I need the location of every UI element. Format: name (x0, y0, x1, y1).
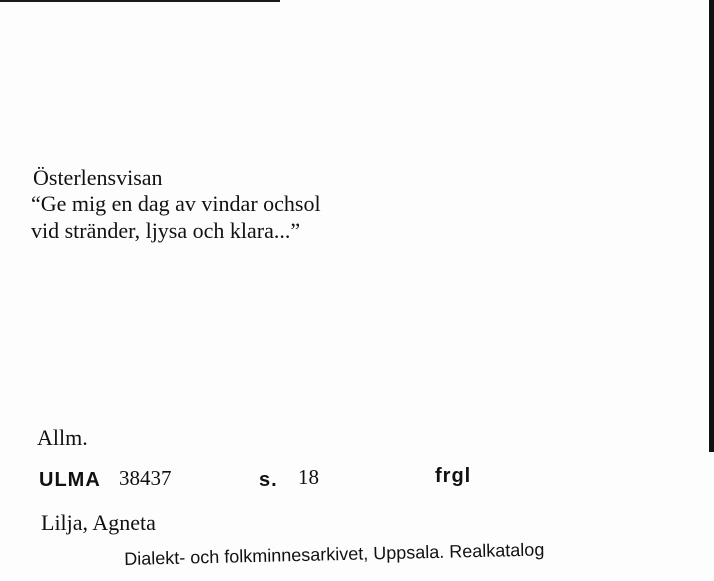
card-right-edge (709, 0, 714, 452)
song-title: Österlensvisan (33, 165, 163, 190)
person-name: Lilja, Agneta (41, 510, 156, 535)
card-top-edge (0, 0, 280, 2)
page-number: 18 (298, 465, 319, 489)
quote-line-2: vid stränder, ljysa och klara...” (31, 218, 301, 243)
quote-line-1: “Ge mig en dag av vindar ochsol (31, 191, 321, 216)
archive-footer: Dialekt- och folkminnesarkivet, Uppsala. Realkatalog (124, 539, 545, 569)
page-label: s. (259, 469, 278, 491)
ulma-number: 38437 (119, 466, 172, 490)
category-label: Allm. (37, 425, 88, 450)
ulma-label: ULMA (39, 469, 101, 491)
type-label: frgl (435, 465, 472, 487)
